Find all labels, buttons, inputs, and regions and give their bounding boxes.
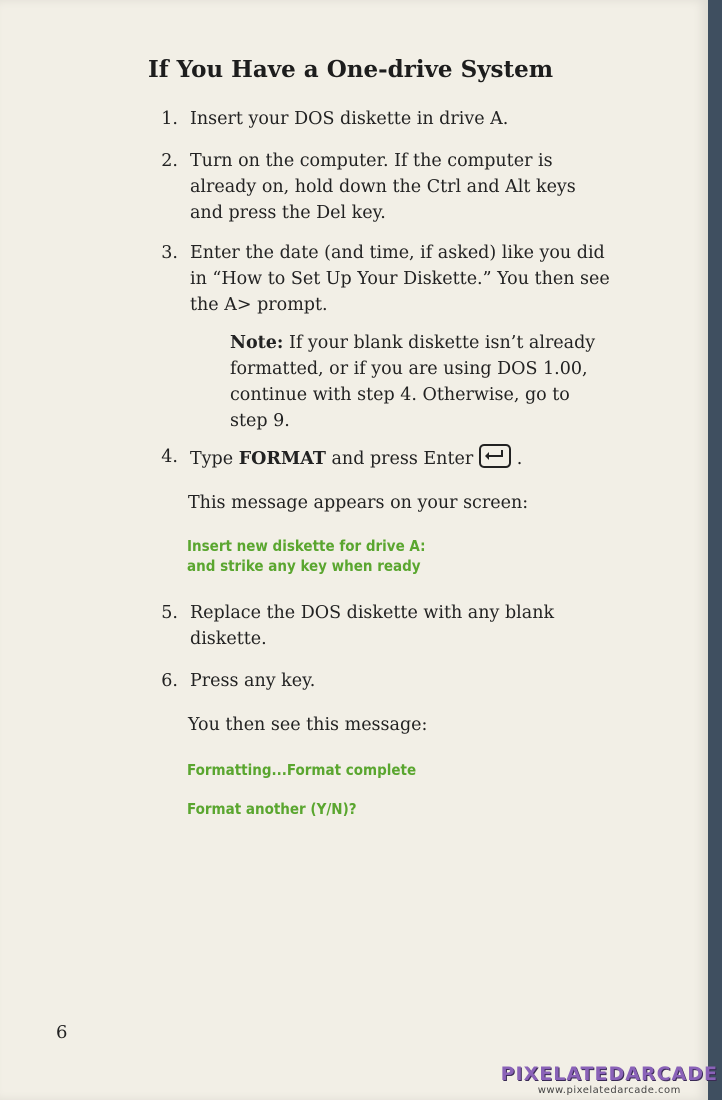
step-text: Insert your DOS diskette in drive A. [190,109,509,129]
note-text: If your blank diskette isn’t already formatted, or if you are using DOS 1.00, continue with step 4. Otherwise, go to step 9. [230,333,596,431]
step-text: Replace the DOS diskette with any blank diskette. [190,603,555,649]
screen-message [187,799,357,819]
note-label: Note: [230,333,284,353]
format-command: FORMAT [238,449,326,469]
step-text-before: Type [190,449,239,469]
step-number: 4. [161,447,178,467]
step-number: 1. [161,109,178,129]
step-text: Turn on the computer. If the computer is already on, hold down the Ctrl and Alt keys and press the Del key. [190,151,576,223]
watermark [501,1063,718,1096]
step-text-after: and press Enter [325,449,474,469]
screen-line: Formatting...Format complete [187,761,417,779]
step-number: 5. [161,603,178,623]
step-text: Enter the date (and time, if asked) like you did in “How to Set Up Your Diskette.” You then see the A> prompt. [190,243,610,315]
screen-message [187,760,416,780]
message-intro: You then see this message: [188,715,428,735]
step-text: Press any key. [190,671,316,691]
step-text: Type FORMAT and press Enter . [190,444,610,472]
screen-line: and strike any key when ready [187,557,421,575]
watermark-url: www.pixelatedarcade.com [537,1085,681,1096]
screen-line: Format another (Y/N)? [187,800,357,818]
watermark-brand: PIXELATEDARCADE [500,1063,718,1085]
enter-key-icon [479,444,511,468]
page-title: If You Have a One-drive System [148,56,554,83]
message-intro: This message appears on your screen: [188,493,529,513]
step-number: 2. [161,151,178,171]
step-number: 3. [161,243,178,263]
screen-message [187,536,426,576]
screen-line: Insert new diskette for drive A: [187,537,426,555]
note [230,330,610,434]
page-number: 6 [56,1022,68,1043]
step-number: 6. [161,671,178,691]
